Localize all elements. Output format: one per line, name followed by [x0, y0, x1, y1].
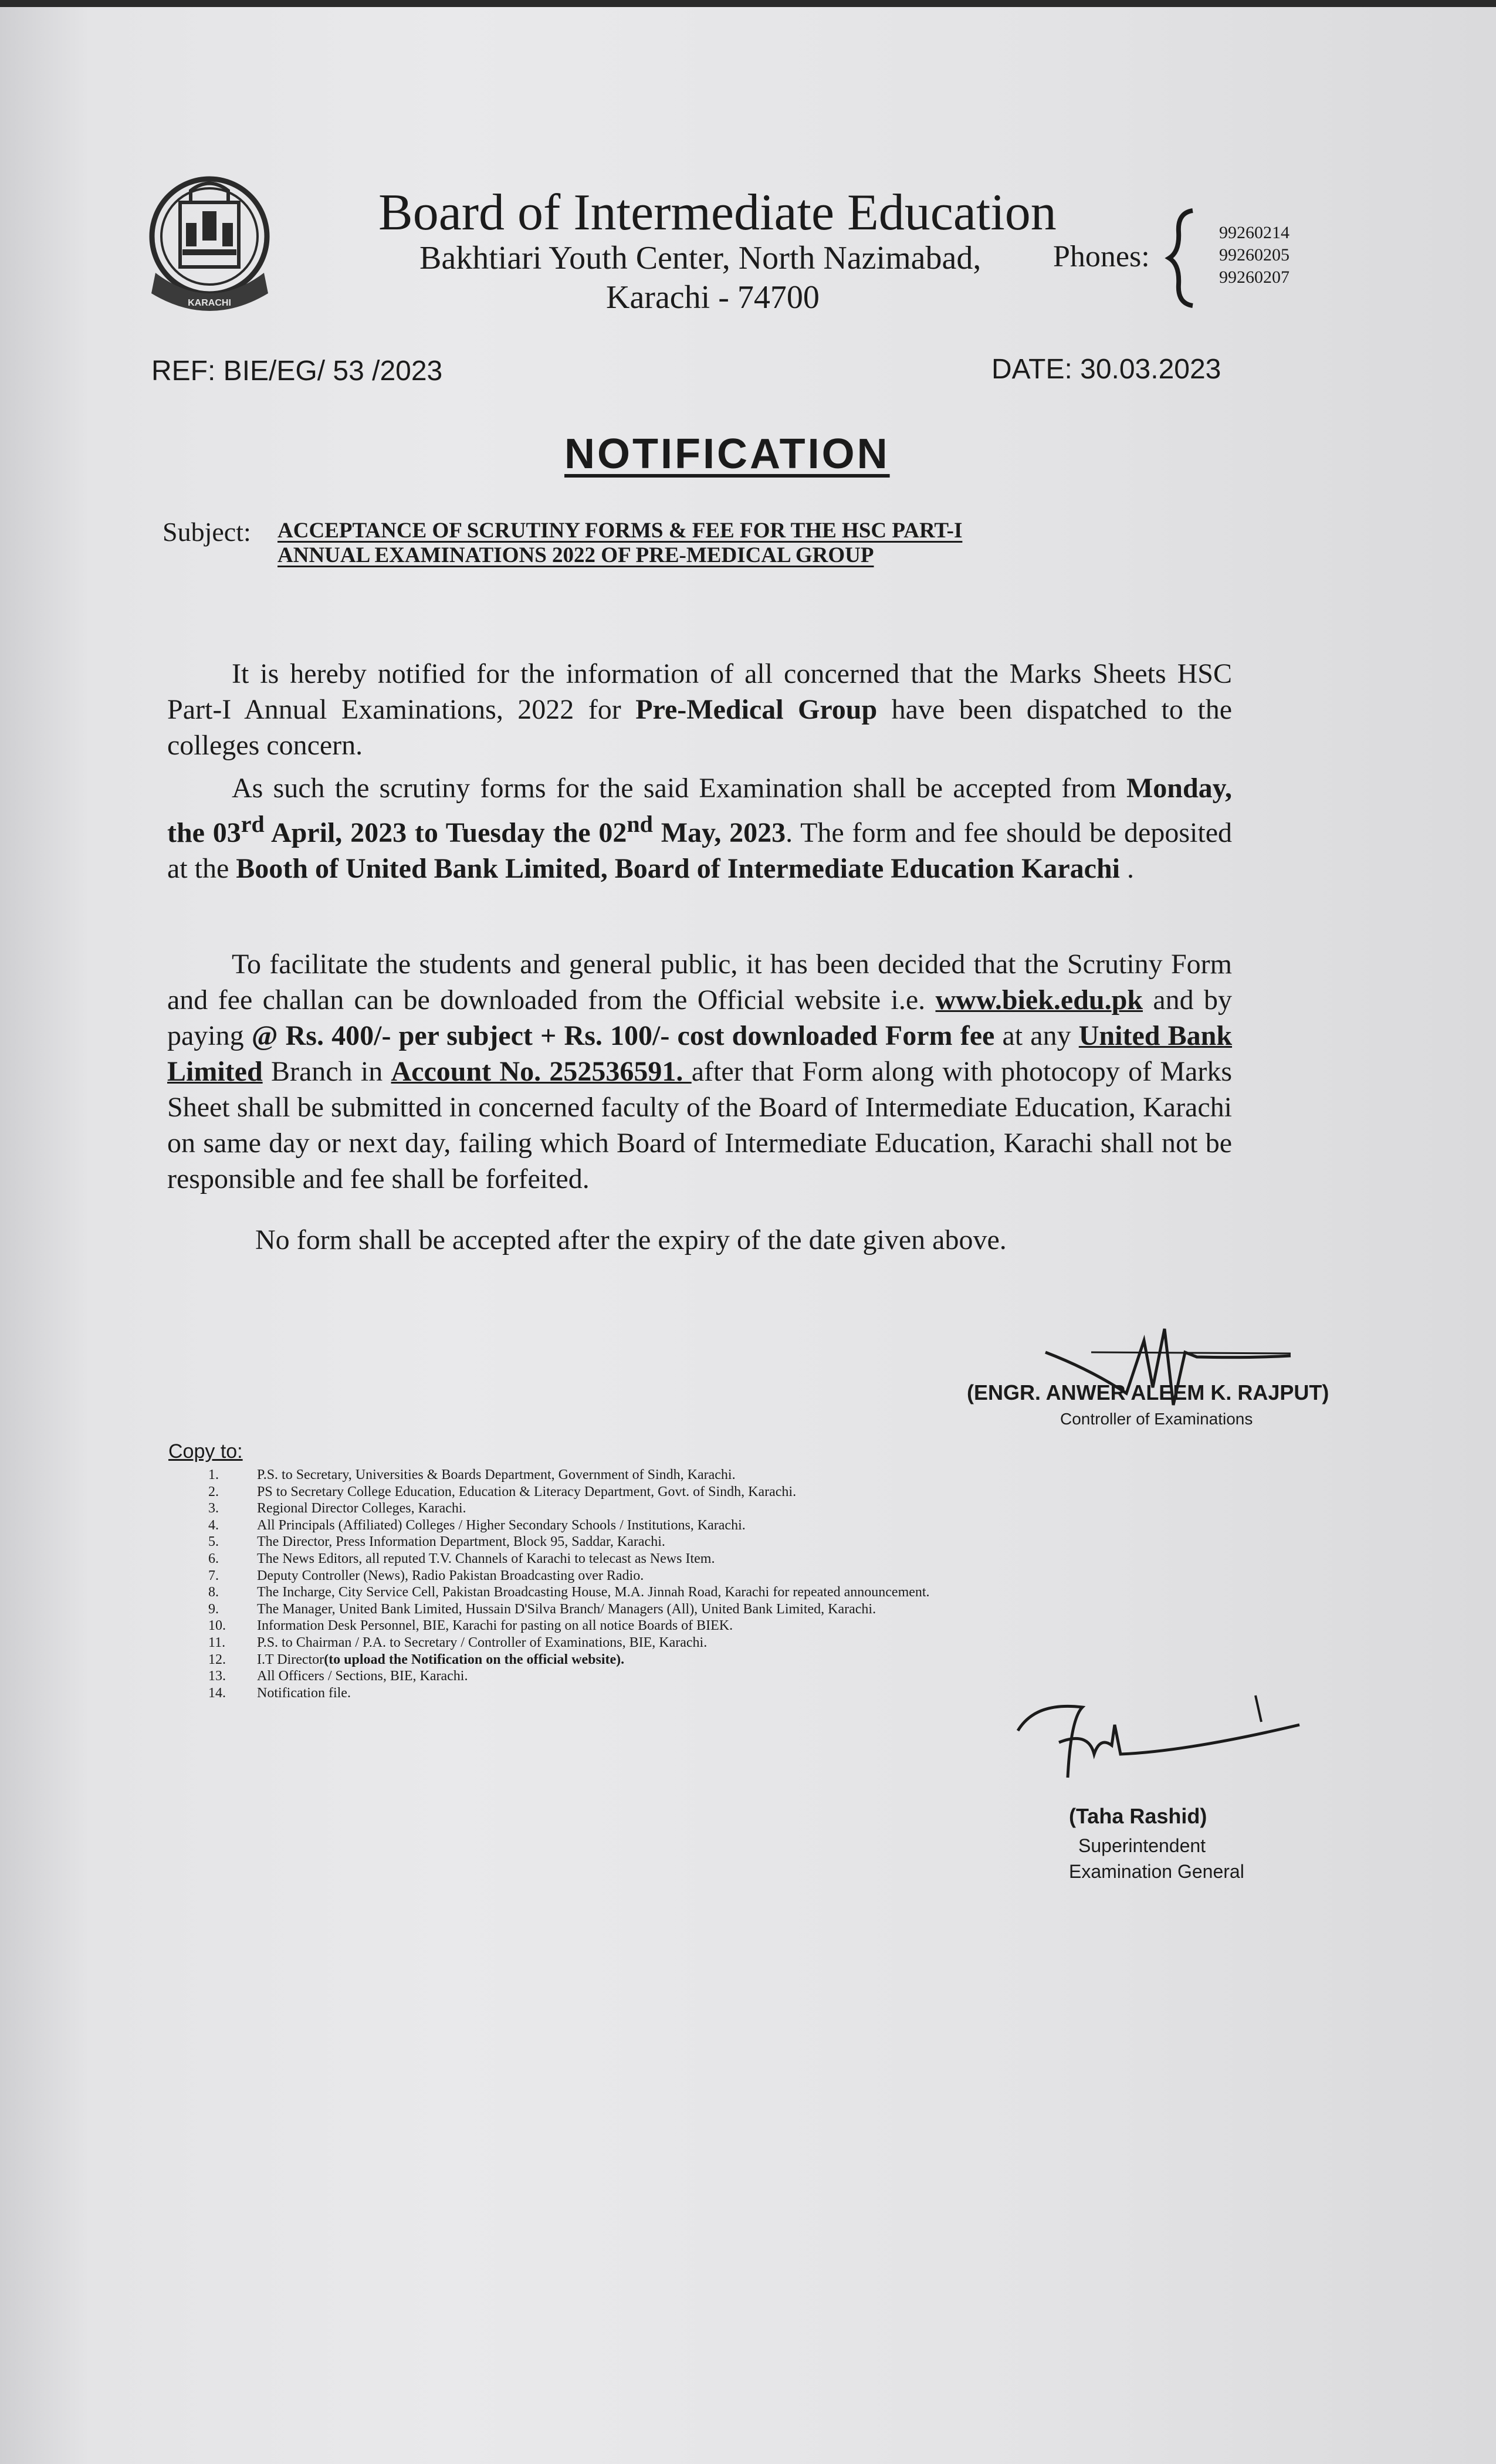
list-item: 11. P.S. to Chairman / P.A. to Secretary / Controller of Examinations, BIE, Karachi.: [208, 1634, 708, 1650]
list-item: 14. Notification file.: [208, 1685, 351, 1701]
list-item: 7. Deputy Controller (News), Radio Pakistan Broadcasting over Radio.: [208, 1568, 644, 1583]
list-item: 13. All Officers / Sections, BIE, Karachi.: [208, 1668, 468, 1684]
subject-line-2: ANNUAL EXAMINATIONS 2022 OF PRE-MEDICAL GROUP: [277, 543, 874, 567]
logo-text: KARACHI: [188, 298, 231, 308]
copy-to-list: [208, 1467, 930, 1701]
list-item: 4. All Principals (Affiliated) Colleges / Higher Secondary Schools / Institutions, Karachi.: [208, 1517, 746, 1533]
org-name: Board of Intermediate Education: [378, 184, 1057, 241]
paragraph-1: It is hereby notified for the information of all concerned that the Marks Sheets HSC Part-I Annual Examinations, 2022 for Pre-Medical Group have been dispatched to the colleges concern.: [167, 658, 1232, 761]
notice-date: DATE: 30.03.2023: [991, 354, 1221, 385]
signatory-2-designation: Superintendent: [1078, 1835, 1206, 1856]
address-line-2: Karachi - 74700: [606, 279, 820, 316]
phones-label: Phones:: [1053, 240, 1150, 273]
subject-line-1: ACCEPTANCE OF SCRUTINY FORMS & FEE FOR THE HSC PART-I: [277, 519, 963, 543]
paragraph-4: No form shall be accepted after the expiry of the date given above.: [255, 1224, 1007, 1255]
list-item: 10. Information Desk Personnel, BIE, Karachi for pasting on all notice Boards of BIEK.: [208, 1618, 733, 1634]
reference-number: REF: BIE/EG/ 53 /2023: [151, 356, 443, 387]
copy-to-heading: Copy to:: [168, 1440, 243, 1463]
superintendent-signature: [1012, 1690, 1311, 1801]
paragraph-3: To facilitate the students and general public, it has been decided that the Scrutiny Form and fee challan can be downloaded from the Official website i.e. www.biek.edu.pk and by paying @ Rs. 400/- per subject + Rs. 100/- cost downloaded Form fee at any United Bank Limited Branch in Account No. 252536591. after that Form along with photocopy of Marks Sheet shall be submitted in concerned faculty of the Board of Intermediate Education, Karachi on same day or next day, failing which Board of Intermediate Education, Karachi shall not be responsible and fee shall be forfeited.: [167, 949, 1233, 1194]
list-item: 3. Regional Director Colleges, Karachi.: [208, 1501, 466, 1517]
phone-numbers: [1219, 222, 1289, 289]
signatory-1-designation: Controller of Examinations: [1060, 1410, 1253, 1428]
phone-number: 99260205: [1219, 245, 1289, 265]
list-item: 1. P.S. to Secretary, Universities & Boards Department, Government of Sindh, Karachi.: [208, 1467, 736, 1483]
list-item: 9. The Manager, United Bank Limited, Hussain D'Silva Branch/ Managers (All), United Bank Limited, Karachi.: [208, 1601, 876, 1617]
website-link[interactable]: www.biek.edu.pk: [935, 984, 1143, 1016]
signatory-2-department: Examination General: [1069, 1861, 1244, 1882]
board-emblem-logo: [144, 167, 276, 323]
list-item: 12. I.T Director (to upload the Notification on the official website).: [208, 1651, 625, 1667]
list-item: 8. The Incharge, City Service Cell, Pakistan Broadcasting House, M.A. Jinnah Road, Karachi for repeated announcement.: [208, 1585, 930, 1600]
scan-border: [0, 0, 1496, 7]
phone-number: 99260207: [1219, 268, 1289, 287]
phone-number: 99260214: [1219, 223, 1289, 242]
list-item: 5. The Director, Press Information Department, Block 95, Saddar, Karachi.: [208, 1534, 665, 1550]
subject-label: Subject:: [163, 517, 251, 547]
list-item: 6. The News Editors, all reputed T.V. Channels of Karachi to telecast as News Item.: [208, 1551, 715, 1566]
address-line-1: Bakhtiari Youth Center, North Nazimabad,: [419, 240, 981, 276]
list-item: 2. PS to Secretary College Education, Education & Literacy Department, Govt. of Sindh, Karachi.: [208, 1484, 797, 1500]
paragraph-2: As such the scrutiny forms for the said Examination shall be accepted from Monday, the 03rd April, 2023 to Tuesday the 02nd May, 2023. The form and fee should be deposited at the Booth of United Bank Limited, Board of Intermediate Education Karachi .: [167, 773, 1233, 884]
signatory-2-name: (Taha Rashid): [1069, 1804, 1207, 1828]
notification-heading: NOTIFICATION: [564, 431, 890, 478]
signatory-1-name: (ENGR. ANWER ALEEM K. RAJPUT): [967, 1380, 1329, 1404]
brace-icon: [1165, 208, 1200, 308]
